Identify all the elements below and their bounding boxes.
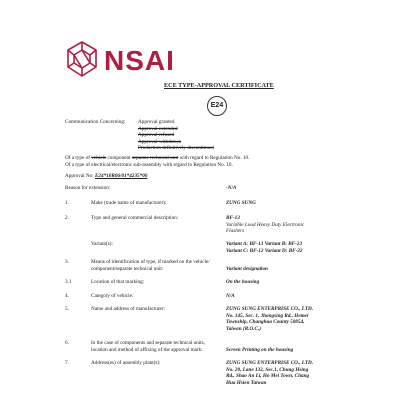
row-number: 7. <box>65 360 69 366</box>
row-value: Variant designation <box>226 265 268 272</box>
row-value: Variant C: BF-12 Variant D: BF-22 <box>226 247 303 254</box>
row-label: Category of vehicle: <box>91 293 134 299</box>
row-value: Flashers <box>226 228 245 234</box>
type-line-1: Of a type of vehicle component separate technical unit with regard to Regulation No. 10. <box>65 155 250 161</box>
row-value: N/A <box>226 293 235 299</box>
row-label: Address(es) of assembly plant(s): <box>91 360 161 366</box>
row-number: 1. <box>65 200 69 206</box>
certificate-page <box>14 12 386 398</box>
row-value: ZUNG SUNG <box>226 200 256 206</box>
row-label: location and method of affixing of the approval mark: <box>91 346 203 353</box>
row-number: 4. <box>65 293 69 299</box>
reason-label: Reason for extension: <box>65 185 111 191</box>
row-label: Make (trade name of manufacturer): <box>91 200 167 206</box>
row-value: Variable Load Heavy Duty Electronic <box>226 221 305 228</box>
row-value: ZUNG SUNG ENTERPRISE CO., LTD. <box>226 306 314 312</box>
row-label: In the case of components and separate technical units, <box>91 340 205 346</box>
row-value: No. 20, Lane 132, Sec.1, Chung Hsing <box>226 366 309 373</box>
row-value: On the housing <box>226 279 260 285</box>
row-label: Location of that marking: <box>91 279 145 285</box>
concerning-item: Approval withdrawn <box>138 138 182 145</box>
reason-value: -N/A <box>226 185 237 191</box>
row-label: Type and general commercial description: <box>91 215 179 221</box>
row-value: Rd., Shao An Li, Ho Mei Town, Chang <box>226 373 310 379</box>
concerning-item: Approval granted <box>138 119 175 125</box>
row-number: 6. <box>65 340 69 346</box>
row-value: Township, Changhua County 50854, <box>226 319 305 325</box>
row-value: Variant A: BF-13 Variant B: BF-23 <box>226 241 303 247</box>
certificate-title: ECE TYPE-APPROVAL CERTIFICATE <box>164 82 274 89</box>
approval-mark-circle: E24 <box>207 96 227 116</box>
approval-number: Approval No: E24*10R06/01*4235*00 <box>65 173 148 179</box>
row-value: ZUNG SUNG ENTERPRISE CO., LTD. <box>226 360 314 366</box>
type-line-2: Of a type of electrical/electronic sub-assembly with regard to Regulation No. 10. <box>65 162 233 168</box>
concerning-item: Production definitively discontinued <box>138 145 214 151</box>
row-label: Means of identification of type, if marked on the vehicle/ <box>91 259 210 265</box>
concerning-label: Communication Concerning: <box>65 119 126 125</box>
row-label: component/separate technical unit: <box>91 265 164 272</box>
concerning-item: Approval refused <box>138 132 175 138</box>
row-value: Screen Printing on the housing <box>226 346 294 353</box>
row-number: 2. <box>65 215 69 221</box>
row-value: BF-13 <box>226 215 240 221</box>
row-value: Hua Hsien Taiwan <box>226 379 267 386</box>
row-value: No. 145, Sec. 1, Jhongsing Rd., Hemei <box>226 312 309 319</box>
row-value: Taiwan (R.O.C.) <box>226 325 261 332</box>
row-number: 3. <box>65 259 69 265</box>
row-number: 3.1 <box>65 279 72 285</box>
org-name: NSAI <box>104 45 175 76</box>
row-label: Name and address of manufacturer: <box>91 306 166 312</box>
row-number: 5. <box>65 306 69 312</box>
nsai-polyhedron-icon <box>64 40 100 78</box>
concerning-item: Approval extended <box>138 125 178 132</box>
row-label: Variant(s): <box>91 241 113 247</box>
